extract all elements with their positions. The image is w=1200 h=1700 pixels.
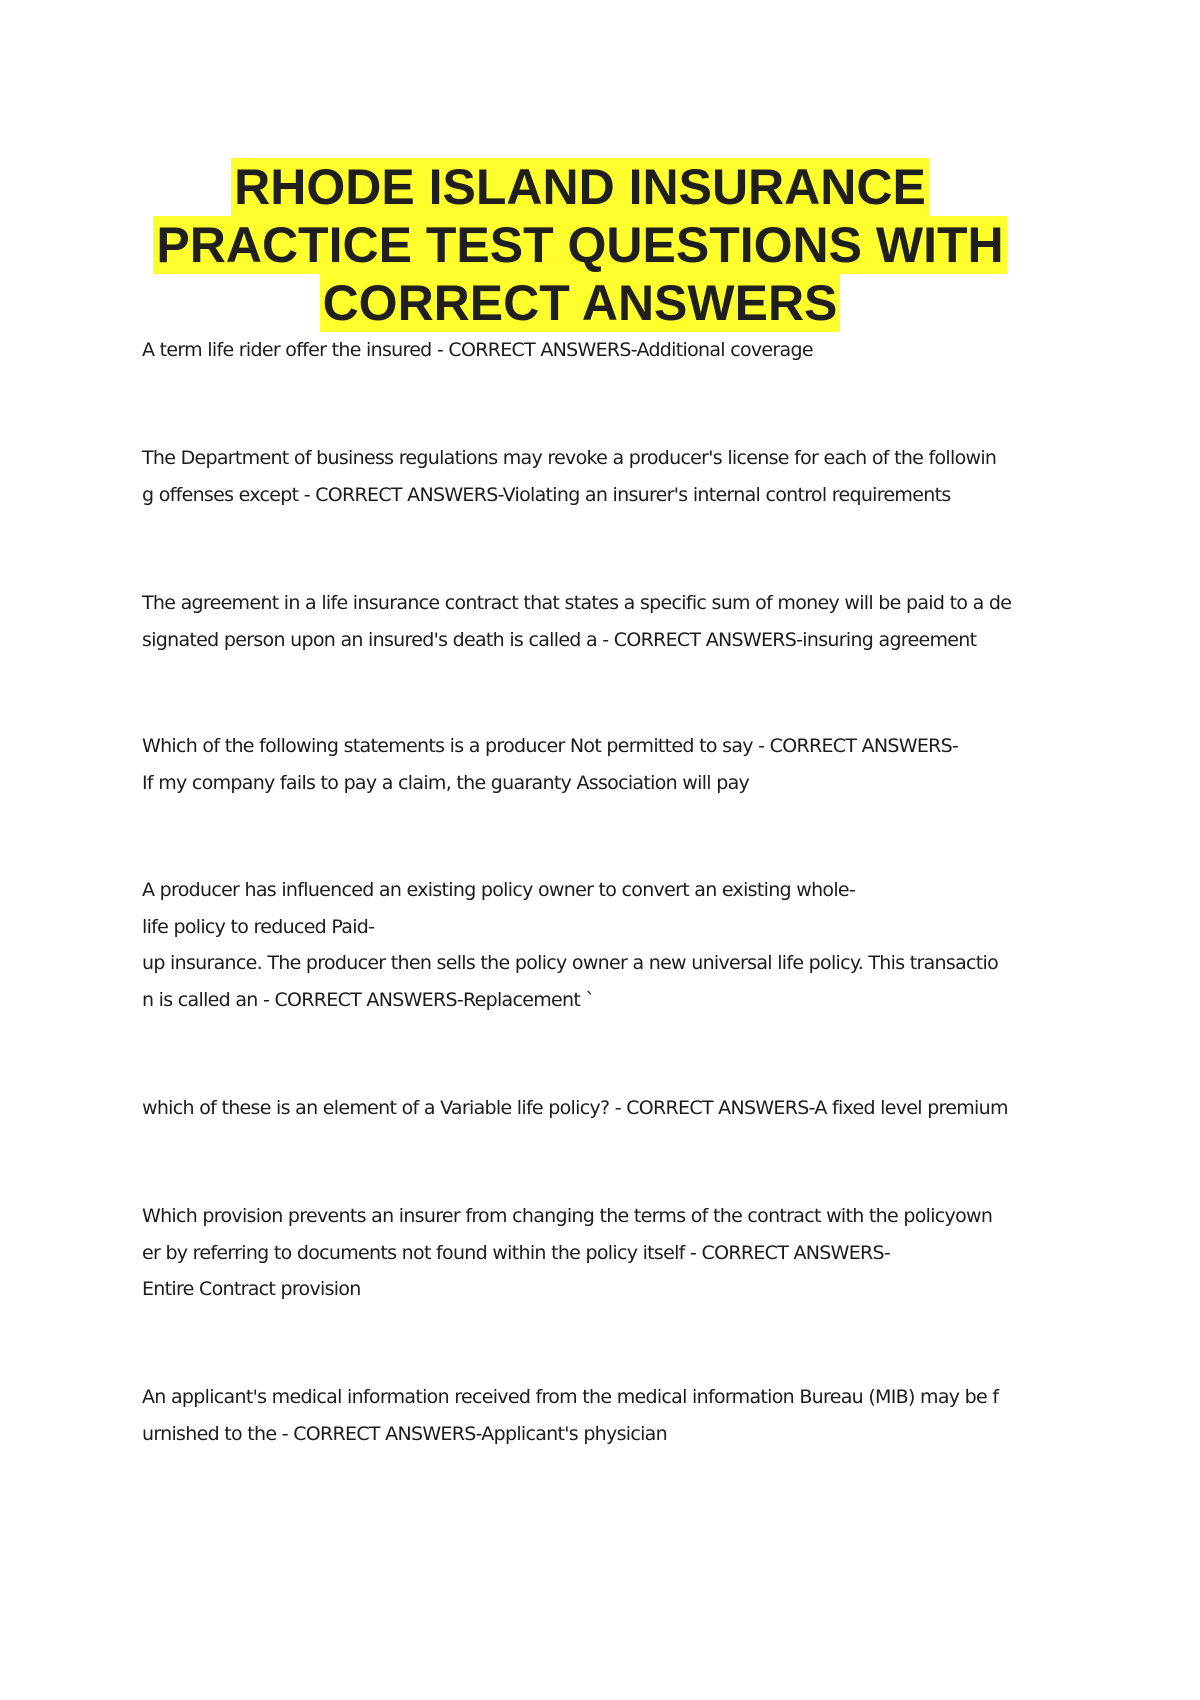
title-line-1: RHODE ISLAND INSURANCE: [231, 158, 929, 216]
qa-text-line: signated person upon an insured's death is called a - CORRECT ANSWERS-insuring agreement: [142, 628, 977, 651]
qa-text-line: life policy to reduced Paid-: [142, 915, 375, 938]
qa-text-line: Entire Contract provision: [142, 1278, 361, 1300]
qa-text-line: An applicant's medical information received from the medical information Bureau (MIB) may be f: [142, 1386, 999, 1408]
qa-entry-3: [142, 585, 1062, 658]
qa-entry-6: [142, 1090, 1062, 1127]
qa-text-line: The agreement in a life insurance contract that states a specific sum of money will be paid to a de: [142, 592, 1012, 614]
qa-text-line: A term life rider offer the insured - CORRECT ANSWERS-Additional coverage: [142, 339, 813, 361]
qa-text-line: Which provision prevents an insurer from changing the terms of the contract with the policyown: [142, 1205, 993, 1227]
qa-text-line: n is called an - CORRECT ANSWERS-Replacement `: [142, 988, 595, 1011]
qa-text-line: up insurance. The producer then sells the policy owner a new universal life policy. This transactio: [142, 952, 999, 974]
qa-text-line: urnished to the - CORRECT ANSWERS-Applicant's physician: [142, 1422, 667, 1445]
qa-text-line: Which of the following statements is a producer Not permitted to say - CORRECT ANSWERS-: [142, 735, 959, 757]
qa-text-line: which of these is an element of a Variable life policy? - CORRECT ANSWERS-A fixed level premium: [142, 1097, 1008, 1119]
qa-entry-8: [142, 1379, 1062, 1452]
title-line-2: PRACTICE TEST QUESTIONS WITH: [153, 216, 1006, 274]
qa-entry-5: [142, 872, 1062, 1018]
qa-text-line: The Department of business regulations may revoke a producer's license for each of the followin: [142, 447, 997, 469]
title-line-3: CORRECT ANSWERS: [320, 274, 841, 332]
qa-entry-1: [142, 332, 1062, 369]
document-title: [140, 158, 1020, 332]
qa-entry-4: [142, 728, 1062, 801]
qa-entry-2: [142, 440, 1062, 513]
qa-text-line: er by referring to documents not found within the policy itself - CORRECT ANSWERS-: [142, 1241, 891, 1264]
qa-text-line: A producer has influenced an existing policy owner to convert an existing whole-: [142, 879, 856, 901]
qa-text-line: g offenses except - CORRECT ANSWERS-Violating an insurer's internal control requirements: [142, 483, 951, 506]
qa-entry-7: [142, 1198, 1062, 1308]
qa-text-line: If my company fails to pay a claim, the guaranty Association will pay: [142, 771, 750, 794]
